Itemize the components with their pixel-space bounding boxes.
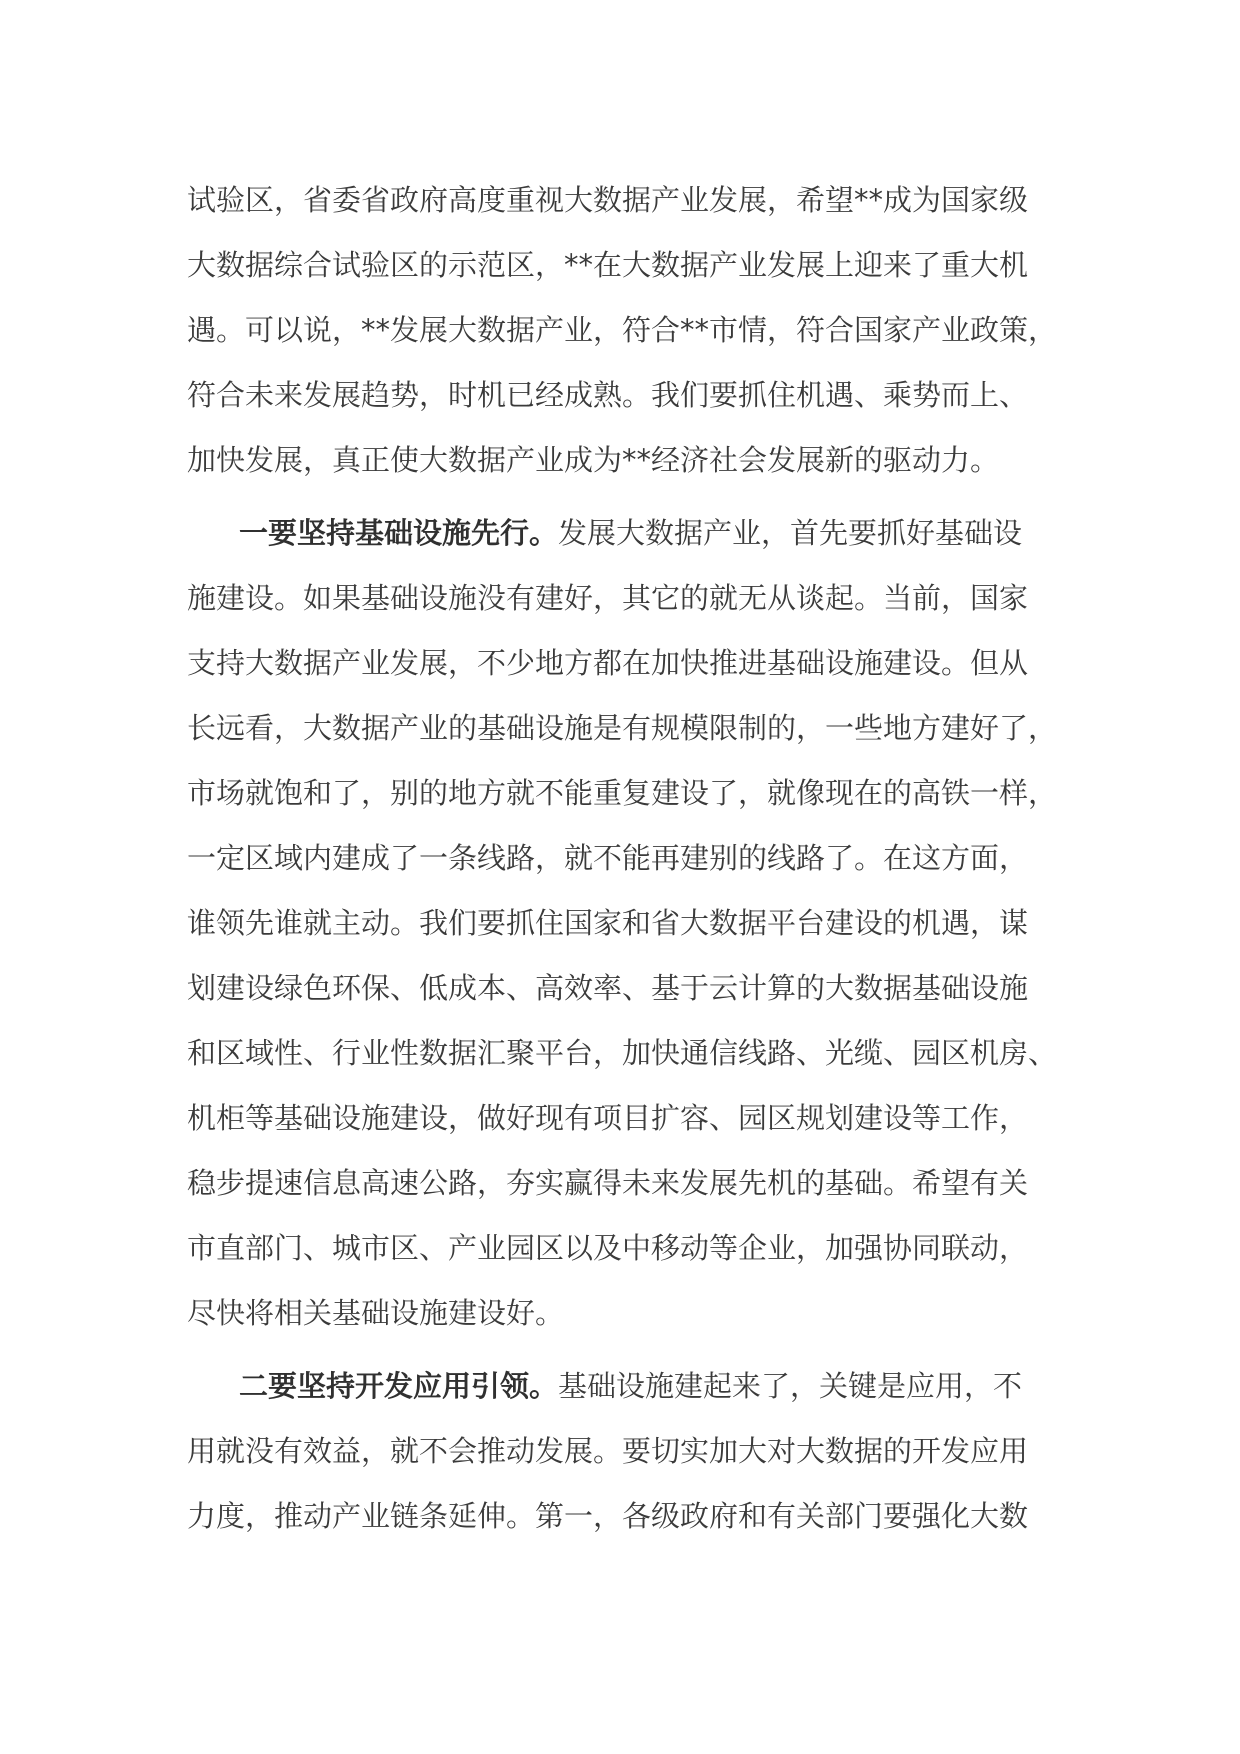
text-line: 划建设绿色环保、低成本、高效率、基于云计算的大数据基础设施: [187, 971, 1029, 1005]
text-line: 一定区域内建成了一条线路，就不能再建别的线路了。在这方面，: [187, 841, 1029, 875]
text-line-first: [187, 1354, 1070, 1419]
text-line: 大数据综合试验区的示范区，**在大数据产业发展上迎来了重大机: [187, 248, 1029, 282]
text-line: 力度，推动产业链条延伸。第一，各级政府和有关部门要强化大数: [187, 1499, 1029, 1533]
paragraph-infrastructure: [187, 501, 1070, 1346]
text-line: 施建设。如果基础设施没有建好，其它的就无从谈起。当前，国家: [187, 581, 1029, 615]
paragraph-heading: 一要坚持基础设施先行。: [239, 516, 559, 550]
text-line: 稳步提速信息高速公路，夯实赢得未来发展先机的基础。希望有关: [187, 1166, 1029, 1200]
text-span: 发展大数据产业，首先要抓好基础设: [558, 516, 1023, 550]
text-line: 机柜等基础设施建设，做好现有项目扩容、园区规划建设等工作，: [187, 1101, 1029, 1135]
text-line: 用就没有效益，就不会推动发展。要切实加大对大数据的开发应用: [187, 1434, 1029, 1468]
text-line: 支持大数据产业发展，不少地方都在加快推进基础设施建设。但从: [187, 646, 1029, 680]
text-line: 试验区，省委省政府高度重视大数据产业发展，希望**成为国家级: [187, 183, 1029, 217]
paragraph-intro: [187, 168, 1070, 493]
text-line: 加快发展，真正使大数据产业成为**经济社会发展新的驱动力。: [187, 443, 1000, 477]
text-line: 符合未来发展趋势，时机已经成熟。我们要抓住机遇、乘势而上、: [187, 378, 1029, 412]
text-line: 和区域性、行业性数据汇聚平台，加快通信线路、光缆、园区机房、: [187, 1036, 1058, 1070]
text-line: 市场就饱和了，别的地方就不能重复建设了，就像现在的高铁一样，: [187, 776, 1058, 810]
paragraph-heading: 二要坚持开发应用引领。: [239, 1369, 559, 1403]
text-line-first: [187, 501, 1070, 566]
text-span: 基础设施建起来了，关键是应用，不: [558, 1369, 1023, 1403]
text-line: 遇。可以说，**发展大数据产业，符合**市情，符合国家产业政策，: [187, 313, 1058, 347]
text-line: 市直部门、城市区、产业园区以及中移动等企业，加强协同联动，: [187, 1231, 1029, 1265]
document-page: [187, 168, 1070, 1557]
text-line: 谁领先谁就主动。我们要抓住国家和省大数据平台建设的机遇，谋: [187, 906, 1029, 940]
paragraph-applications: [187, 1354, 1070, 1549]
text-line: 长远看，大数据产业的基础设施是有规模限制的，一些地方建好了，: [187, 711, 1058, 745]
text-line: 尽快将相关基础设施建设好。: [187, 1296, 565, 1330]
